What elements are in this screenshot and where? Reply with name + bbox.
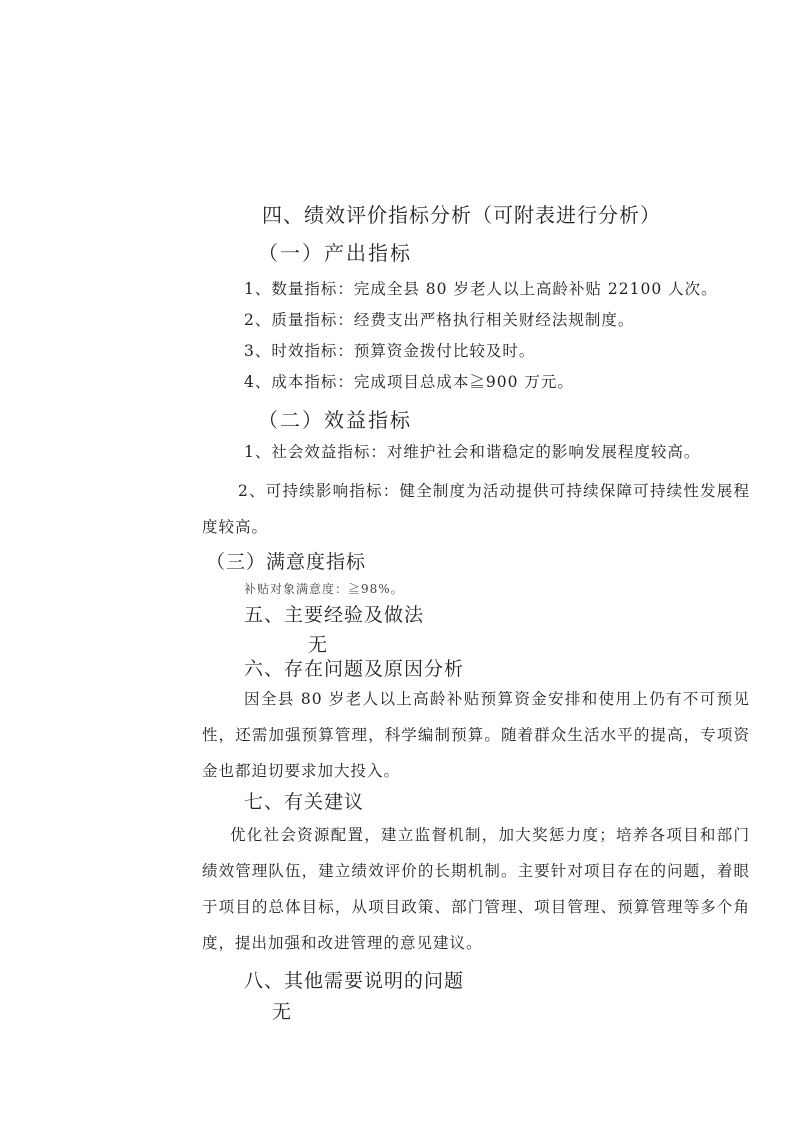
output-indicator-4: 4、成本指标：完成项目总成本≧900 万元。 [244, 373, 574, 391]
section-4-title: 四、绩效评价指标分析（可附表进行分析） [262, 203, 661, 227]
benefit-indicator-1: 1、社会效益指标：对维护社会和谐稳定的影响发展程度较高。 [244, 443, 701, 461]
section-4-2-title: （二）效益指标 [258, 408, 412, 432]
section-4-3-title: （三）满意度指标 [206, 551, 367, 573]
output-indicator-2: 2、质量指标：经费支出严格执行相关财经法规制度。 [244, 311, 635, 329]
section-4-1-title: （一）产出指标 [258, 241, 412, 265]
output-indicator-1: 1、数量指标：完成全县 80 岁老人以上高龄补贴 22100 人次。 [244, 280, 718, 298]
section-5-title: 五、主要经验及做法 [244, 604, 425, 626]
satisfaction-indicator: 补贴对象满意度：≧98%。 [244, 582, 404, 596]
section-8-content: 无 [272, 1001, 293, 1023]
section-6-title: 六、存在问题及原因分析 [244, 658, 465, 680]
section-7-title: 七、有关建议 [244, 791, 365, 813]
section-5-content: 无 [308, 634, 329, 656]
benefit-indicator-2: 2、可持续影响指标：健全制度为活动提供可持续保障可持续性发展程度较高。 [202, 482, 750, 536]
section-6-content: 因全县 80 岁老人以上高龄补贴预算资金安排和使用上仍有不可预见性，还需加强预算管理，科学编制预算。随着群众生活水平的提高，专项资金也都迫切要求加大投入。 [202, 690, 750, 780]
output-indicator-3: 3、时效指标：预算资金拨付比较及时。 [244, 342, 536, 360]
section-8-title: 八、其他需要说明的问题 [244, 970, 465, 992]
section-7-content: 优化社会资源配置，建立监督机制，加大奖惩力度；培养各项目和部门绩效管理队伍，建立绩效评价的长期机制。主要针对项目存在的问题，着眼于项目的总体目标，从项目政策、部门管理、项目管理、预算管理等多个角度，提出加强和改进管理的意见建议。 [202, 826, 750, 952]
